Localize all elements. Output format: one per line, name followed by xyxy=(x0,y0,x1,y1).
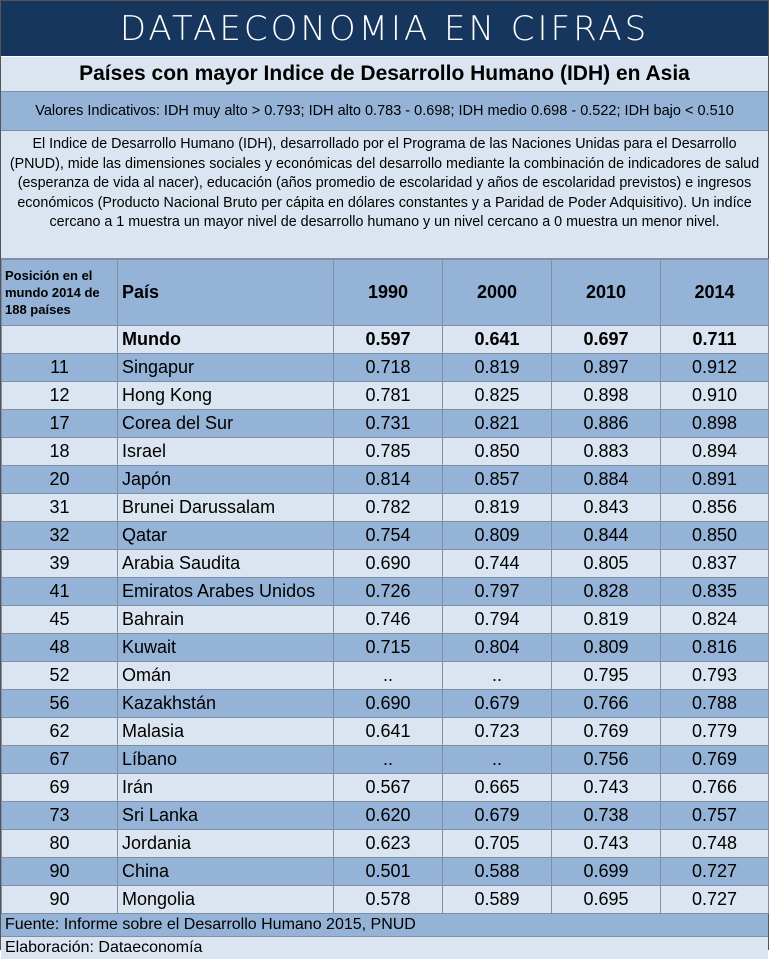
cell-y2000: 0.588 xyxy=(443,858,552,886)
cell-position: 11 xyxy=(2,354,118,382)
indicative-values: Valores Indicativos: IDH muy alto > 0.793; IDH alto 0.783 - 0.698; IDH medio 0.698 - 0.522; IDH bajo < 0.510 xyxy=(1,92,768,131)
cell-country: Kazakhstán xyxy=(118,690,334,718)
cell-y2010: 0.828 xyxy=(552,578,661,606)
cell-y1990: 0.623 xyxy=(334,830,443,858)
cell-country: Bahrain xyxy=(118,606,334,634)
cell-y2000: 0.804 xyxy=(443,634,552,662)
table-row xyxy=(2,494,769,522)
table-row xyxy=(2,354,769,382)
table-row xyxy=(2,466,769,494)
cell-y1990: 0.754 xyxy=(334,522,443,550)
cell-country: China xyxy=(118,858,334,886)
cell-y2010: 0.766 xyxy=(552,690,661,718)
cell-y1990: 0.726 xyxy=(334,578,443,606)
header-position: Posición en el mundo 2014 de 188 países xyxy=(2,260,118,326)
cell-y2010: 0.743 xyxy=(552,830,661,858)
cell-y2010: 0.738 xyxy=(552,802,661,830)
cell-y2000: 0.723 xyxy=(443,718,552,746)
cell-y1990: 0.690 xyxy=(334,550,443,578)
cell-y2014: 0.850 xyxy=(661,522,769,550)
world-row xyxy=(2,326,769,354)
source-note: Fuente: Informe sobre el Desarrollo Humano 2015, PNUD xyxy=(1,914,768,937)
cell-position: 73 xyxy=(2,802,118,830)
hdi-table xyxy=(1,259,769,914)
cell-position: 31 xyxy=(2,494,118,522)
table-row xyxy=(2,718,769,746)
cell-y2000: 0.850 xyxy=(443,438,552,466)
cell-country: Omán xyxy=(118,662,334,690)
cell-y2000: .. xyxy=(443,746,552,774)
banner-title: DATAECONOMIA EN CIFRAS xyxy=(1,1,768,57)
table-row xyxy=(2,578,769,606)
cell-y2014: 0.727 xyxy=(661,858,769,886)
cell-y1990: .. xyxy=(334,662,443,690)
cell-y2010: 0.898 xyxy=(552,382,661,410)
header-country: País xyxy=(118,260,334,326)
cell-y2010: 0.819 xyxy=(552,606,661,634)
table-row xyxy=(2,438,769,466)
cell-country: Japón xyxy=(118,466,334,494)
page-title: Países con mayor Indice de Desarrollo Humano (IDH) en Asia xyxy=(1,57,768,92)
cell-y2014: 0.816 xyxy=(661,634,769,662)
table-row xyxy=(2,522,769,550)
cell-y2010: 0.897 xyxy=(552,354,661,382)
cell-country: Corea del Sur xyxy=(118,410,334,438)
cell-country: Líbano xyxy=(118,746,334,774)
cell-y2000: 0.794 xyxy=(443,606,552,634)
cell-y2000: .. xyxy=(443,662,552,690)
cell-y1990: 0.718 xyxy=(334,354,443,382)
cell-country: Brunei Darussalam xyxy=(118,494,334,522)
cell-y2010: 0.805 xyxy=(552,550,661,578)
cell-y2014: 0.793 xyxy=(661,662,769,690)
cell-y2014: 0.837 xyxy=(661,550,769,578)
cell-y2000: 0.679 xyxy=(443,690,552,718)
cell-y1990: .. xyxy=(334,746,443,774)
table-header-row xyxy=(2,260,769,326)
cell-y2010: 0.809 xyxy=(552,634,661,662)
cell-y2014: 0.912 xyxy=(661,354,769,382)
header-2000: 2000 xyxy=(443,260,552,326)
cell-country: Emiratos Arabes Unidos xyxy=(118,578,334,606)
cell-y2010: 0.843 xyxy=(552,494,661,522)
table-row xyxy=(2,858,769,886)
cell-country: Israel xyxy=(118,438,334,466)
cell-position: 32 xyxy=(2,522,118,550)
cell-position: 52 xyxy=(2,662,118,690)
cell-position: 17 xyxy=(2,410,118,438)
cell-country: Sri Lanka xyxy=(118,802,334,830)
cell-position: 67 xyxy=(2,746,118,774)
table-row xyxy=(2,774,769,802)
table-row xyxy=(2,606,769,634)
header-2014: 2014 xyxy=(661,260,769,326)
world-position xyxy=(2,326,118,354)
cell-y2014: 0.856 xyxy=(661,494,769,522)
description: El Indice de Desarrollo Humano (IDH), desarrollado por el Programa de las Naciones Unidas para el Desarrollo (PNUD), mide las dimensiones sociales y económicas del desarrollo mediante la combinación de indicadores de salud (esperanza de vida al nacer), educación (años promedio de escolaridad y años de escolaridad previstos) e ingresos económicos (Producto Nacional Bruto per cápita en dólares constantes y a Paridad de Poder Adquisitivo). Un indíce cercano a 1 muestra un mayor nivel de desarrollo humano y un nivel cercano a 0 muestra un menor nivel. xyxy=(1,131,768,259)
cell-position: 18 xyxy=(2,438,118,466)
cell-position: 41 xyxy=(2,578,118,606)
world-2014: 0.711 xyxy=(661,326,769,354)
cell-y2010: 0.844 xyxy=(552,522,661,550)
cell-position: 69 xyxy=(2,774,118,802)
cell-y2000: 0.819 xyxy=(443,354,552,382)
cell-country: Singapur xyxy=(118,354,334,382)
cell-y2014: 0.757 xyxy=(661,802,769,830)
cell-y2014: 0.910 xyxy=(661,382,769,410)
cell-y2014: 0.766 xyxy=(661,774,769,802)
cell-y2014: 0.769 xyxy=(661,746,769,774)
cell-y1990: 0.578 xyxy=(334,886,443,914)
cell-y1990: 0.746 xyxy=(334,606,443,634)
cell-y2010: 0.756 xyxy=(552,746,661,774)
cell-country: Irán xyxy=(118,774,334,802)
world-2010: 0.697 xyxy=(552,326,661,354)
table-row xyxy=(2,410,769,438)
cell-y2014: 0.748 xyxy=(661,830,769,858)
cell-y2000: 0.819 xyxy=(443,494,552,522)
header-2010: 2010 xyxy=(552,260,661,326)
cell-y2014: 0.788 xyxy=(661,690,769,718)
cell-y2010: 0.886 xyxy=(552,410,661,438)
cell-y2014: 0.891 xyxy=(661,466,769,494)
cell-y2000: 0.825 xyxy=(443,382,552,410)
cell-y1990: 0.782 xyxy=(334,494,443,522)
cell-position: 12 xyxy=(2,382,118,410)
cell-y1990: 0.785 xyxy=(334,438,443,466)
cell-y2014: 0.727 xyxy=(661,886,769,914)
cell-position: 80 xyxy=(2,830,118,858)
cell-y1990: 0.781 xyxy=(334,382,443,410)
cell-y1990: 0.814 xyxy=(334,466,443,494)
cell-position: 90 xyxy=(2,858,118,886)
world-1990: 0.597 xyxy=(334,326,443,354)
cell-country: Hong Kong xyxy=(118,382,334,410)
cell-country: Arabia Saudita xyxy=(118,550,334,578)
table-row xyxy=(2,746,769,774)
world-country: Mundo xyxy=(118,326,334,354)
cell-y2000: 0.665 xyxy=(443,774,552,802)
cell-y2000: 0.809 xyxy=(443,522,552,550)
cell-y2000: 0.744 xyxy=(443,550,552,578)
cell-y2000: 0.679 xyxy=(443,802,552,830)
header-1990: 1990 xyxy=(334,260,443,326)
cell-position: 48 xyxy=(2,634,118,662)
cell-y2014: 0.898 xyxy=(661,410,769,438)
cell-y2000: 0.821 xyxy=(443,410,552,438)
cell-y2000: 0.797 xyxy=(443,578,552,606)
cell-position: 20 xyxy=(2,466,118,494)
cell-country: Jordania xyxy=(118,830,334,858)
cell-y2010: 0.769 xyxy=(552,718,661,746)
table-row xyxy=(2,830,769,858)
credit-note: Elaboración: Dataeconomía xyxy=(1,937,768,959)
cell-y1990: 0.501 xyxy=(334,858,443,886)
cell-y2014: 0.835 xyxy=(661,578,769,606)
cell-y2010: 0.883 xyxy=(552,438,661,466)
cell-position: 62 xyxy=(2,718,118,746)
cell-position: 90 xyxy=(2,886,118,914)
cell-y2014: 0.779 xyxy=(661,718,769,746)
cell-y2010: 0.795 xyxy=(552,662,661,690)
cell-y2010: 0.743 xyxy=(552,774,661,802)
cell-country: Qatar xyxy=(118,522,334,550)
cell-y2010: 0.699 xyxy=(552,858,661,886)
cell-country: Mongolia xyxy=(118,886,334,914)
table-row xyxy=(2,662,769,690)
cell-position: 39 xyxy=(2,550,118,578)
cell-y2014: 0.894 xyxy=(661,438,769,466)
cell-y2000: 0.589 xyxy=(443,886,552,914)
cell-position: 45 xyxy=(2,606,118,634)
cell-country: Malasia xyxy=(118,718,334,746)
cell-y1990: 0.731 xyxy=(334,410,443,438)
table-row xyxy=(2,690,769,718)
cell-y2014: 0.824 xyxy=(661,606,769,634)
cell-y1990: 0.641 xyxy=(334,718,443,746)
cell-y2010: 0.884 xyxy=(552,466,661,494)
table-row xyxy=(2,550,769,578)
table-row xyxy=(2,802,769,830)
cell-y1990: 0.690 xyxy=(334,690,443,718)
table-row xyxy=(2,886,769,914)
cell-position: 56 xyxy=(2,690,118,718)
cell-y2000: 0.857 xyxy=(443,466,552,494)
cell-y1990: 0.715 xyxy=(334,634,443,662)
table-row xyxy=(2,634,769,662)
world-2000: 0.641 xyxy=(443,326,552,354)
cell-country: Kuwait xyxy=(118,634,334,662)
cell-y1990: 0.620 xyxy=(334,802,443,830)
table-row xyxy=(2,382,769,410)
cell-y2000: 0.705 xyxy=(443,830,552,858)
cell-y1990: 0.567 xyxy=(334,774,443,802)
cell-y2010: 0.695 xyxy=(552,886,661,914)
